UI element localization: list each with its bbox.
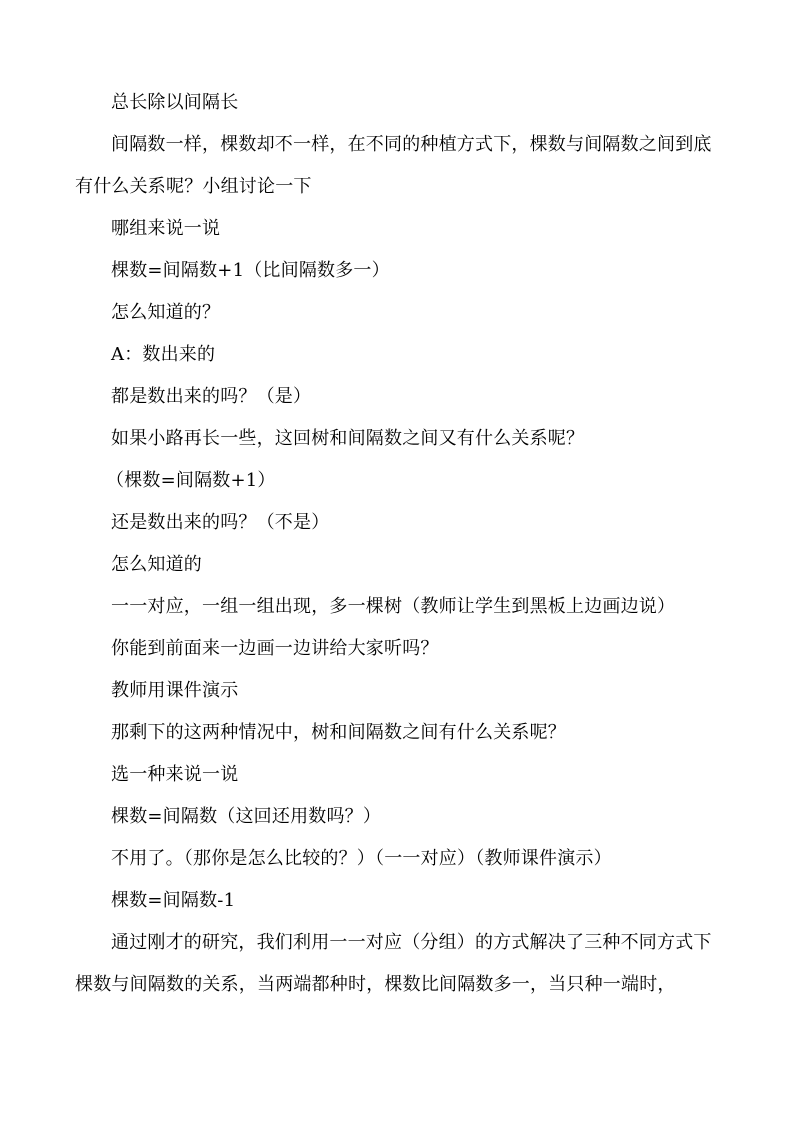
paragraph-9: （棵数=间隔数+1） [106, 470, 276, 491]
paragraph-5: 怎么知道的？ [111, 302, 221, 323]
paragraph-16: 选一种来说一说 [111, 764, 239, 785]
paragraph-17: 棵数=间隔数（这回还用数吗？） [111, 806, 382, 827]
paragraph-1: 总长除以间隔长 [111, 92, 239, 113]
paragraph-2: 间隔数一样，棵数却不一样，在不同的种植方式下，棵数与间隔数之间到底有什么关系呢？小组讨论一下 [75, 134, 712, 197]
paragraph-15: 那剩下的这两种情况中，树和间隔数之间有什么关系呢？ [111, 722, 566, 743]
paragraph-8: 如果小路再长一些，这回树和间隔数之间又有什么关系呢？ [111, 428, 585, 449]
document-body [75, 82, 727, 1006]
paragraph-3: 哪组来说一说 [111, 218, 221, 239]
paragraph-4: 棵数=间隔数+1（比间隔数多一） [111, 260, 390, 281]
paragraph-20: 通过刚才的研究，我们利用一一对应（分组）的方式解决了三种不同方式下棵数与间隔数的关系，当两端都种时，棵数比间隔数多一，当只种一端时， [75, 932, 712, 995]
paragraph-7: 都是数出来的吗？（是） [111, 386, 312, 407]
paragraph-19: 棵数=间隔数-1 [111, 890, 236, 911]
paragraph-11: 怎么知道的 [111, 554, 202, 575]
paragraph-18: 不用了。（那你是怎么比较的？）（一一对应）（教师课件演示） [111, 848, 612, 869]
paragraph-10: 还是数出来的吗？（不是） [111, 512, 330, 533]
paragraph-14: 教师用课件演示 [111, 680, 239, 701]
paragraph-12: 一一对应，一组一组出现，多一棵树（教师让学生到黑板上边画边说） [111, 596, 676, 617]
paragraph-6: A：数出来的 [111, 344, 216, 365]
paragraph-13: 你能到前面来一边画一边讲给大家听吗？ [111, 638, 439, 659]
